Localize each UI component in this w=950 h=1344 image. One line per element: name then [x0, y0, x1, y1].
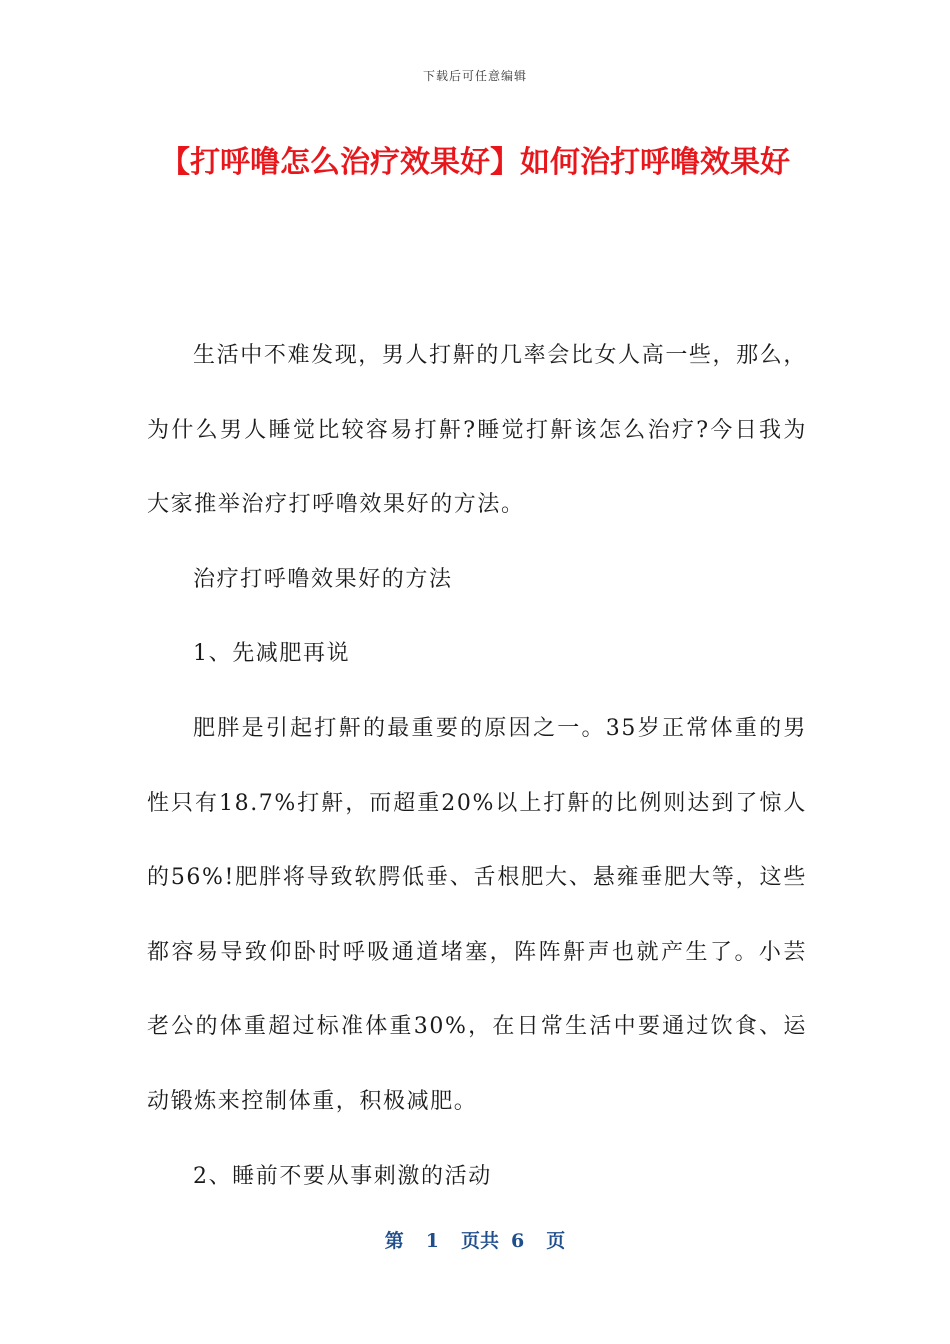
header-note: 下载后可任意编辑 — [422, 69, 527, 83]
document-body — [147, 319, 807, 1214]
footer-label-of: 页共 — [460, 1230, 499, 1252]
paragraph-intro: 生活中不难发现，男人打鼾的几率会比女人高一些，那么，为什么男人睡觉比较容易打鼾?睡觉打鼾该怎么治疗?今日我为大家推举治疗打呼噜效果好的方法。 — [147, 343, 807, 518]
paragraph-obesity: 肥胖是引起打鼾的最重要的原因之一。35岁正常体重的男性只有18.7%打鼾，而超重20%以上打鼾的比例则达到了惊人的56%!肥胖将导致软腭低垂、舌根肥大、悬雍垂肥大等，这些都容易导致仰卧时呼吸通道堵塞，阵阵鼾声也就产生了。小芸老公的体重超过标准体重30%，在日常生活中要通过饮食、运动锻炼来控制体重，积极减肥。 — [147, 715, 807, 1114]
section-heading: 治疗打呼噜效果好的方法 — [193, 566, 453, 592]
total-pages-number: 6 — [511, 1230, 525, 1252]
list-item-heading-2: 2、睡前不要从事刺激的活动 — [193, 1163, 492, 1189]
footer-label-page: 第 — [384, 1230, 404, 1252]
page-footer — [0, 1226, 950, 1253]
footer-label-end: 页 — [546, 1230, 566, 1252]
list-item-heading-1: 1、先减肥再说 — [193, 641, 351, 667]
document-title: 【打呼噜怎么治疗效果好】如何治打呼噜效果好 — [160, 145, 790, 180]
current-page-number: 1 — [425, 1230, 439, 1252]
